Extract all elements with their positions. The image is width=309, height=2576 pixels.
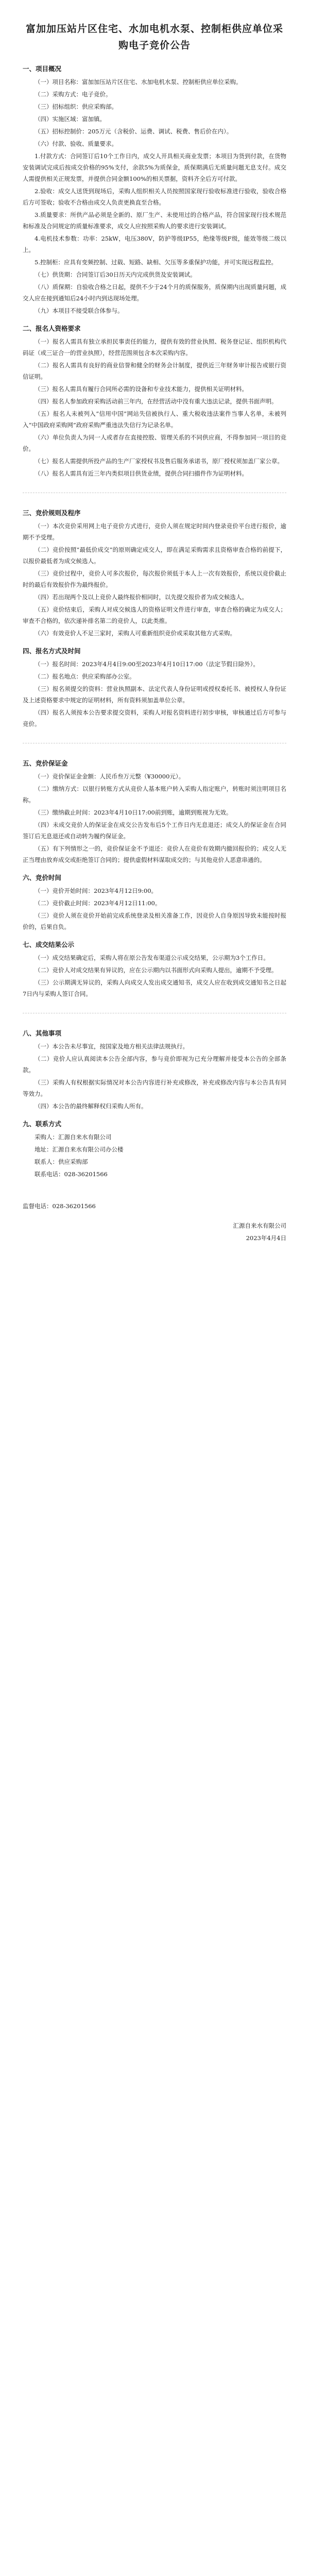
section-3 bbox=[23, 507, 286, 639]
paragraph: （三）竞价人须在竞价开始前完成系统登录及相关准备工作，因竞价人自身原因导致未能按时报价的，后果自负。 bbox=[23, 912, 286, 930]
paragraph: （五）竞价结束后，采购人对成交候选人的资格证明文件进行审查，审查合格的确定为成交人；审查不合格的，依次递补排名第二的竞价人，以此类推。 bbox=[23, 606, 286, 624]
signature-block bbox=[23, 1200, 286, 1244]
contact-line: 采购人：汇源自来水有限公司 bbox=[35, 1133, 112, 1141]
section-5 bbox=[23, 757, 286, 866]
section-7 bbox=[23, 939, 286, 999]
paragraph: （三）公示期满无异议的，采购人向成交人发出成交通知书，成交人应在收到成交通知书之日起7日内与采购人签订合同。 bbox=[23, 979, 286, 997]
section-4 bbox=[23, 645, 286, 730]
paragraph: （一）本公告未尽事宜，按国家及地方相关法律法规执行。 bbox=[35, 1043, 188, 1050]
section-body bbox=[23, 771, 286, 866]
paragraph: （二）竞价截止时间：2023年4月12日11:00。 bbox=[35, 900, 161, 907]
paragraph: （一）本次竞价采用网上电子竞价方式进行，竞价人须在规定时间内登录竞价平台进行报价，逾期不予受理。 bbox=[23, 522, 286, 541]
paragraph: （三）缴纳截止时间：2023年4月10日17:00前到账，逾期到账视为无效。 bbox=[35, 809, 232, 816]
contact-line: 联系人：供应采购部 bbox=[35, 1158, 88, 1165]
paragraph: （三）报名人需具有履行合同所必需的设备和专业技术能力，提供相关证明材料。 bbox=[35, 385, 248, 393]
paragraph: （五）招标控制价：205万元（含税价、运费、调试、税费、售后价在内）。 bbox=[35, 128, 233, 135]
section-heading: 一、项目概况 bbox=[23, 65, 62, 73]
paragraph: （五）有下列情形之一的，竞价保证金不予退还：竞价人在竞价有效期内撤回报价的；成交人无正当理由放弃成交或拒绝签订合同的；提供虚假材料谋取成交的；与其他竞价人恶意串通的。 bbox=[23, 845, 286, 863]
paragraph: 2.验收：成交人送货到现场后，采购人组织相关人员按照国家现行验收标准进行验收，验收合格后方可签收；验收不合格由成交人负责更换直至合格。 bbox=[23, 188, 286, 206]
section-8 bbox=[23, 1027, 286, 1112]
section-heading: 三、竞价规则及程序 bbox=[23, 509, 81, 517]
paragraph: （四）未成交竞价人的保证金在成交公告发布后5个工作日内无息退还；成交人的保证金在合同签订后无息退还或自动转为履约保证金。 bbox=[23, 821, 286, 840]
paragraph: （三）竞价过程中，竞价人可多次报价，每次报价须低于本人上一次有效报价，系统以竞价截止时的最后有效报价作为最终报价。 bbox=[23, 570, 286, 588]
section-heading: 八、其他事项 bbox=[23, 1029, 62, 1037]
section-9 bbox=[23, 1118, 286, 1180]
paragraph: （二）竞价按照“最低价成交”的原则确定成交人，即在满足采购需求且资格审查合格的前提下，以报价最低者为成交候选人。 bbox=[23, 546, 286, 565]
paragraph: （二）报名人需具有良好的商业信誉和健全的财务会计制度，提供近三年财务审计报告或银行资信证明。 bbox=[23, 362, 286, 380]
paragraph: （八）质保期：自验收合格之日起，提供不少于24个月的质保服务，质保期内出现质量问题，成交人应在接到通知后24小时内到达现场处理。 bbox=[23, 283, 286, 302]
paragraph: （一）报名时间：2023年4月4日9:00至2023年4月10日17:00（法定节假日除外）。 bbox=[35, 660, 259, 668]
section-6 bbox=[23, 872, 286, 933]
section-body bbox=[23, 520, 286, 639]
paragraph: （六）付款、验收、质量要求。 bbox=[35, 140, 117, 147]
page-divider bbox=[23, 743, 286, 744]
section-body bbox=[23, 952, 286, 999]
section-body bbox=[23, 1041, 286, 1112]
section-heading: 九、联系方式 bbox=[23, 1120, 62, 1128]
paragraph: （二）竞价人应认真阅读本公告全部内容，参与竞价即视为已充分理解并接受本公告的全部条款。 bbox=[23, 1055, 286, 1074]
paragraph: （一）项目名称：富加加压站片区住宅、水加电机水泵、控制柜供应单位采购。 bbox=[35, 78, 242, 86]
paragraph: （四）报名人须按本公告要求提交资料，采购人对报名资料进行初步审核，审核通过后方可参与竞价。 bbox=[23, 709, 286, 727]
paragraph: （七）报名人需提供所投产品的生产厂家授权书及售后服务承诺书，原厂授权须加盖厂家公章。 bbox=[35, 457, 283, 465]
paragraph: （七）供货期：合同签订后30日历天内完成供货及安装调试。 bbox=[35, 271, 196, 278]
section-body bbox=[23, 76, 286, 316]
paragraph: （一）竞价保证金金额：人民币叁万元整（¥30000元）。 bbox=[35, 773, 185, 780]
paragraph: （六）单位负责人为同一人或者存在直接控股、管理关系的不同供应商，不得参加同一项目的竞价。 bbox=[23, 434, 286, 452]
paragraph: （一）成交结果确定后，采购人将在原公告发布渠道公示成交结果，公示期为3个工作日。 bbox=[35, 954, 269, 961]
document bbox=[23, 21, 286, 1245]
paragraph: （六）有效竞价人不足三家时，采购人可重新组织竞价或采取其他方式采购。 bbox=[35, 630, 236, 637]
paragraph: （二）采购方式：电子竞价。 bbox=[35, 91, 112, 98]
section-body bbox=[23, 658, 286, 730]
paragraph: 5.控制柜：应具有变频控制、过载、短路、缺相、欠压等多重保护功能，并可实现远程监控。 bbox=[35, 259, 277, 266]
paragraph: （五）报名人未被列入“信用中国”网站失信被执行人、重大税收违法案件当事人名单，未被列入“中国政府采购网”政府采购严重违法失信行为记录名单。 bbox=[23, 410, 286, 429]
paragraph: 3.质量要求：所供产品必须是全新的、原厂生产、未使用过的合格产品，符合国家现行技术规范和标准及合同规定的质量标准要求，成交人应按照采购人的要求进行安装调试。 bbox=[23, 211, 286, 230]
page-divider bbox=[23, 493, 286, 494]
paragraph: （四）本公告的最终解释权归采购人所有。 bbox=[35, 1103, 147, 1110]
section-1 bbox=[23, 63, 286, 316]
paragraph: （四）若出现两个及以上竞价人最终报价相同时，以先提交报价者为成交候选人。 bbox=[35, 594, 248, 601]
contact-line: 联系电话：028-36201566 bbox=[35, 1171, 108, 1178]
paragraph: （二）报名地点：供应采购部办公室。 bbox=[35, 673, 135, 680]
paragraph: （四）实施区域：富加镇。 bbox=[35, 115, 106, 123]
complaint-phone: 监督电话：028-36201566 bbox=[23, 1202, 96, 1210]
page-divider bbox=[23, 1013, 286, 1014]
paragraph: （三）招标组织：供应采购部。 bbox=[35, 103, 117, 110]
paragraph: （四）报名人参加政府采购活动前三年内，在经营活动中没有重大违法记录，提供书面声明。 bbox=[35, 398, 278, 405]
section-heading: 七、成交结果公示 bbox=[23, 941, 75, 948]
section-heading: 六、竞价时间 bbox=[23, 874, 62, 882]
paragraph: （三）采购人有权根据实际情况对本公告内容进行补充或修改，补充或修改内容与本公告具有同等效力。 bbox=[23, 1079, 286, 1097]
contact-block bbox=[23, 1131, 286, 1180]
issue-date: 2023年4月4日 bbox=[246, 1234, 286, 1242]
page-title: 富加加压站片区住宅、水加电机水泵、控制柜供应单位采购电子竞价公告 bbox=[25, 23, 283, 51]
section-heading: 四、报名方式及时间 bbox=[23, 647, 81, 655]
paragraph: （二）缴纳方式：以银行转账方式从竞价人基本账户转入采购人指定账户，转账时须注明项目名称。 bbox=[23, 785, 286, 804]
section-body bbox=[23, 885, 286, 933]
paragraph: 4.电机技术参数：功率：25kW，电压380V，防护等级IP55，绝缘等级F级，能效等级二级以上。 bbox=[23, 235, 286, 253]
contact-line: 地址：汇源自来水有限公司办公楼 bbox=[35, 1146, 124, 1153]
section-2 bbox=[23, 323, 286, 479]
paragraph: （三）报名须提交的资料：营业执照副本、法定代表人身份证明或授权委托书、被授权人身份证及上述资格要求中规定的证明材料，所有资料须加盖单位公章。 bbox=[23, 685, 286, 704]
section-body bbox=[23, 336, 286, 479]
paragraph: （二）竞价人对成交结果有异议的，应在公示期内以书面形式向采购人提出，逾期不予受理。 bbox=[35, 967, 278, 974]
section-heading: 五、竞价保证金 bbox=[23, 759, 68, 767]
paragraph: （八）报名人需具有近三年内类似项目供货业绩，提供合同扫描件作为证明材料。 bbox=[35, 470, 248, 477]
paragraph: （九）本项目不接受联合体参与。 bbox=[35, 307, 124, 314]
issuer-company: 汇源自来水有限公司 bbox=[233, 1222, 286, 1229]
section-heading: 二、报名人资格要求 bbox=[23, 325, 81, 332]
paragraph: （一）报名人需具有独立承担民事责任的能力，提供有效的营业执照、税务登记证、组织机构代码证（或三证合一的营业执照），经营范围须包含本次采购内容。 bbox=[23, 338, 286, 357]
paragraph: （一）竞价开始时间：2023年4月12日9:00。 bbox=[35, 887, 158, 894]
paragraph: 1.付款方式：合同签订后10个工作日内，成交人开具相关商业发票；本项目为货到付款，在货物安装调试完成后按成交价格的95%支付，余款5%为质保金，质保期满后无质量问题无息支付。成交人需提供相关正规发票，并提供合同金额100%的相关票据，资料齐全后方可付款。 bbox=[23, 152, 286, 182]
